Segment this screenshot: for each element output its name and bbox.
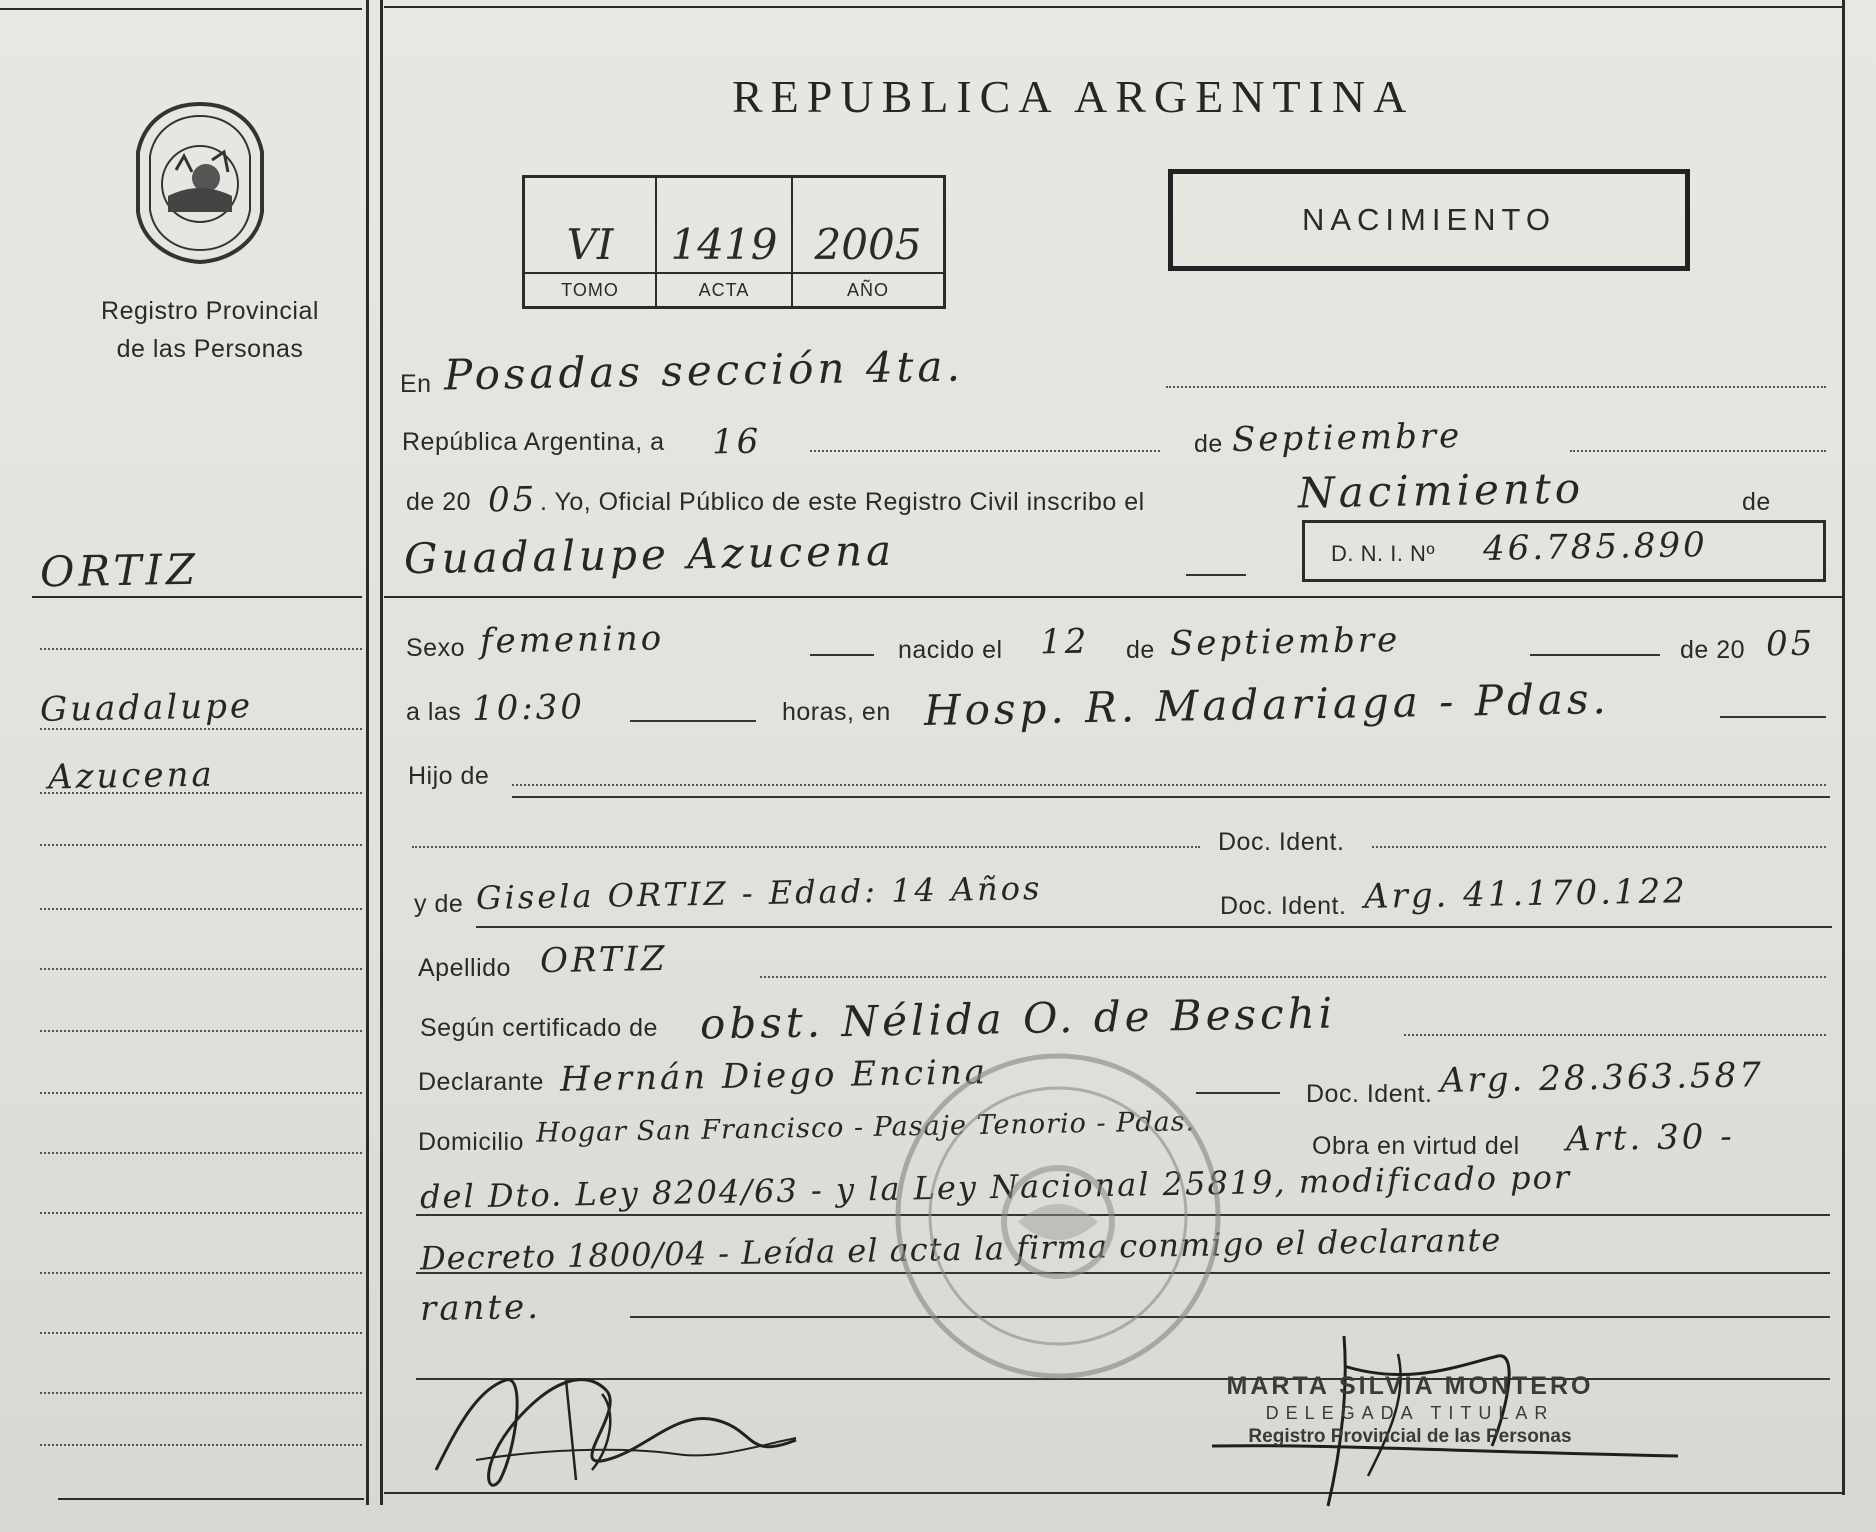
note-line-1: del Dto. Ley 8204/63 - y la Ley Nacional 25819, modificado por bbox=[419, 1157, 1572, 1217]
alas-label: a las bbox=[406, 698, 462, 726]
officer-text: . Yo, Oficial Público de este Registro Civil inscribo el bbox=[540, 488, 1145, 516]
month-value: Septiembre bbox=[1231, 415, 1463, 461]
country-title: REPUBLICA ARGENTINA bbox=[732, 71, 1415, 122]
record-type-box: NACIMIENTO bbox=[1168, 169, 1690, 271]
margin-dots-6 bbox=[40, 968, 362, 970]
hijo-label: Hijo de bbox=[408, 762, 490, 790]
note-rule-3 bbox=[630, 1316, 1830, 1318]
de-label: de bbox=[1194, 430, 1223, 458]
line-4-rule bbox=[384, 596, 1842, 598]
mother-rule bbox=[476, 926, 1832, 928]
registry-name bbox=[60, 292, 360, 368]
registry-line-1: Registro Provincial bbox=[101, 297, 319, 325]
anio-value: 2005 bbox=[814, 220, 922, 269]
republica-label: República Argentina, a bbox=[402, 428, 665, 456]
father-doc-line bbox=[1372, 846, 1826, 848]
birth-de-label: de bbox=[1126, 636, 1155, 664]
margin-dots-9 bbox=[40, 1152, 362, 1154]
acta-label: ACTA bbox=[698, 280, 750, 300]
sexo-label: Sexo bbox=[406, 634, 465, 662]
obra-value: Art. 30 - bbox=[1565, 1116, 1735, 1160]
place-value: Posadas sección 4ta. bbox=[443, 341, 965, 400]
birth-place-value: Hosp. R. Madariaga - Pdas. bbox=[923, 674, 1611, 735]
month-line bbox=[1570, 450, 1826, 452]
signer-name: MARTA SILVIA MONTERO bbox=[1226, 1372, 1594, 1400]
form-left-border bbox=[380, 0, 383, 1505]
birth-time-line bbox=[630, 720, 756, 722]
sexo-line bbox=[810, 654, 874, 656]
de-label-2: de bbox=[1742, 488, 1771, 516]
act-kind-value: Nacimiento bbox=[1297, 463, 1585, 518]
full-name-value: Guadalupe Azucena bbox=[403, 525, 896, 584]
anio-label: AÑO bbox=[846, 280, 889, 300]
certificado-label: Según certificado de bbox=[420, 1014, 658, 1042]
certificado-line bbox=[1404, 1034, 1826, 1036]
province-seal-icon bbox=[128, 100, 272, 266]
registry-line-2: de las Personas bbox=[116, 335, 304, 363]
hijo-rule bbox=[512, 796, 1830, 798]
declarante-value: Hernán Diego Encina bbox=[559, 1052, 989, 1100]
mother-doc-value: Arg. 41.170.122 bbox=[1363, 871, 1689, 917]
margin-dots-12 bbox=[40, 1332, 362, 1334]
margin-dots-10 bbox=[40, 1212, 362, 1214]
acta-value: 1419 bbox=[670, 220, 778, 269]
margin-dots-13 bbox=[40, 1392, 362, 1394]
margin-dots-3 bbox=[40, 792, 362, 794]
margin-dots-8 bbox=[40, 1092, 362, 1094]
note-line-2: Decreto 1800/04 - Leída el acta la firma conmigo el declarante bbox=[419, 1220, 1502, 1278]
doc-ident-label: Doc. Ident. bbox=[1218, 828, 1345, 856]
birth-time-value: 10:30 bbox=[471, 687, 586, 729]
declarante-label: Declarante bbox=[418, 1068, 544, 1096]
note-line-3: rante. bbox=[419, 1286, 542, 1330]
margin-dots-11 bbox=[40, 1272, 362, 1274]
horas-label: horas, en bbox=[782, 698, 891, 726]
birth-year-suffix: 05 bbox=[1765, 623, 1816, 665]
registry-stamp-icon bbox=[888, 1046, 1228, 1386]
de20-label: de 20 bbox=[406, 488, 472, 516]
place-line bbox=[1166, 386, 1826, 388]
father-line bbox=[412, 846, 1200, 848]
apellido-value: ORTIZ bbox=[539, 938, 668, 982]
declarant-signature-icon bbox=[416, 1350, 836, 1500]
signer-role: DELEGADA TITULAR bbox=[1265, 1403, 1555, 1423]
margin-given-1: Guadalupe bbox=[39, 686, 254, 730]
margin-dots-1 bbox=[40, 648, 362, 650]
apellido-line bbox=[760, 976, 1826, 978]
domicilio-label: Domicilio bbox=[418, 1128, 524, 1156]
margin-dots-5 bbox=[40, 908, 362, 910]
certificado-value: obst. Nélida O. de Beschi bbox=[699, 988, 1337, 1049]
sexo-value: femenino bbox=[479, 618, 665, 662]
top-border bbox=[384, 6, 1842, 8]
dni-box bbox=[1302, 520, 1826, 582]
form-right-border bbox=[1842, 0, 1845, 1495]
tomo-label: TOMO bbox=[561, 280, 619, 300]
margin-rule-1 bbox=[32, 596, 362, 598]
domicilio-value: Hogar San Francisco - Pasaje Tenorio - Pdas. bbox=[535, 1106, 1196, 1149]
margin-surname: ORTIZ bbox=[39, 544, 200, 597]
mother-value: Gisela ORTIZ - Edad: 14 Años bbox=[475, 869, 1043, 917]
birth-de20-label: de 20 bbox=[1680, 636, 1746, 664]
signer-block bbox=[1200, 1372, 1620, 1448]
obra-label: Obra en virtud del bbox=[1312, 1132, 1520, 1160]
signer-office: Registro Provincial de las Personas bbox=[1248, 1426, 1572, 1447]
yde-label: y de bbox=[414, 890, 464, 918]
margin-dots-2 bbox=[40, 728, 362, 730]
birth-month-value: Septiembre bbox=[1169, 619, 1401, 665]
margin-dots-7 bbox=[40, 1030, 362, 1032]
declarante-doc-value: Arg. 28.363.587 bbox=[1439, 1055, 1765, 1101]
margin-dots-4 bbox=[40, 844, 362, 846]
dni-label: D. N. I. Nº bbox=[1331, 541, 1435, 566]
year-suffix: 05 bbox=[487, 479, 538, 521]
record-reference-box bbox=[522, 175, 946, 309]
margin-dots-14 bbox=[40, 1444, 362, 1446]
en-label: En bbox=[400, 370, 432, 398]
day-value: 16 bbox=[711, 421, 762, 463]
left-column-divider bbox=[366, 0, 369, 1505]
full-name-line bbox=[1186, 574, 1246, 576]
birth-place-line bbox=[1720, 716, 1826, 718]
bottom-border-left bbox=[58, 1498, 364, 1500]
doc-ident-label-2: Doc. Ident. bbox=[1220, 892, 1347, 920]
hijo-line bbox=[512, 784, 1826, 786]
tomo-value: VI bbox=[566, 220, 614, 269]
doc-ident-label-3: Doc. Ident. bbox=[1306, 1080, 1433, 1108]
birth-day-value: 12 bbox=[1039, 621, 1090, 663]
left-top-border bbox=[0, 8, 362, 10]
nacido-label: nacido el bbox=[898, 636, 1003, 664]
dni-value: 46.785.890 bbox=[1482, 525, 1709, 569]
day-line bbox=[810, 450, 1160, 452]
margin-given-2: Azucena bbox=[47, 754, 216, 798]
apellido-label: Apellido bbox=[418, 954, 511, 982]
birth-month-line bbox=[1530, 654, 1660, 656]
